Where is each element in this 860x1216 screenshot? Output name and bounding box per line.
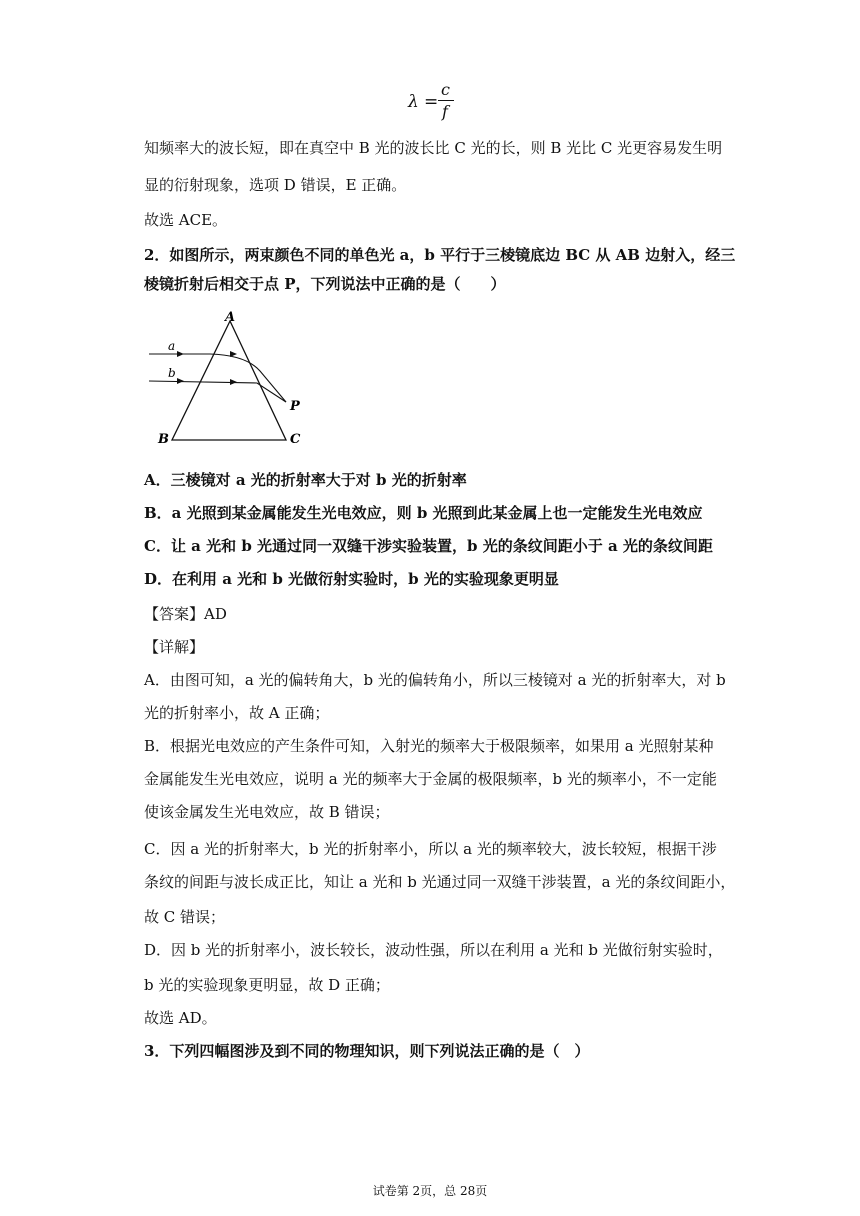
arrow-a2	[230, 351, 237, 357]
detail-label: 【详解】	[144, 638, 205, 656]
formula-lhs: λ	[408, 92, 419, 112]
arrow-b1	[177, 378, 184, 384]
label-b: b	[168, 366, 176, 380]
text-line: 故选 ACE。	[144, 211, 228, 229]
explanation-line: 光的折射率小，故 A 正确；	[144, 704, 330, 722]
option-d: D．在利用 a 光和 b 光做衍射实验时，b 光的实验现象更明显	[144, 570, 559, 588]
explanation-line: 故 C 错误；	[144, 908, 226, 926]
label-C: C	[290, 432, 301, 447]
question-3-stem: 3．下列四幅图涉及到不同的物理知识，则下列说法正确的是（ ）	[144, 1042, 590, 1060]
label-a: a	[168, 339, 176, 353]
label-A: A	[225, 310, 236, 325]
formula-denominator: f	[442, 102, 448, 121]
explanation-line: b 光的实验现象更明显，故 D 正确；	[144, 976, 390, 994]
text-line: 显的衍射现象，选项 D 错误，E 正确。	[144, 176, 407, 194]
arrow-b2	[230, 379, 237, 385]
option-c: C．让 a 光和 b 光通过同一双缝干涉实验装置，b 光的条纹间距小于 a 光的条纹间距	[144, 537, 713, 555]
wavelength-formula	[400, 78, 480, 122]
text-line: 知频率大的波长短，即在真空中 B 光的波长比 C 光的长，则 B 光比 C 光更容易发生明	[144, 139, 723, 157]
explanation-line: 故选 AD。	[144, 1009, 217, 1027]
formula-equals: =	[424, 92, 439, 112]
explanation-line: 金属能发生光电效应，说明 a 光的频率大于金属的极限频率，b 光的频率小，不一定能	[144, 770, 717, 788]
label-P: P	[290, 399, 300, 414]
explanation-line: 条纹的间距与波长成正比，知让 a 光和 b 光通过同一双缝干涉装置，a 光的条纹间距小，	[144, 873, 736, 891]
explanation-line: D．因 b 光的折射率小，波长较长，波动性强，所以在利用 a 光和 b 光做衍射实验时，	[144, 941, 723, 959]
explanation-line: A．由图可知，a 光的偏转角大，b 光的偏转角小，所以三棱镜对 a 光的折射率大，对 b	[144, 671, 726, 689]
page-footer: 试卷第 2页，总 28页	[372, 1184, 488, 1198]
question-2-stem: 棱镜折射后相交于点 P，下列说法中正确的是（ ）	[144, 275, 506, 293]
option-a: A．三棱镜对 a 光的折射率大于对 b 光的折射率	[144, 471, 467, 489]
fraction-bar	[438, 100, 454, 101]
option-b: B．a 光照到某金属能发生光电效应，则 b 光照到此某金属上也一定能发生光电效应	[144, 504, 703, 522]
prism-diagram	[144, 307, 314, 447]
ray-b	[149, 381, 286, 402]
question-2-stem: 2．如图所示，两束颜色不同的单色光 a，b 平行于三棱镜底边 BC 从 AB 边射入，经三	[144, 246, 736, 264]
label-B: B	[158, 432, 169, 447]
explanation-line: 使该金属发生光电效应，故 B 错误；	[144, 803, 390, 821]
explanation-line: C．因 a 光的折射率大，b 光的折射率小，所以 a 光的频率较大，波长较短，根据干涉	[144, 840, 717, 858]
formula-numerator: c	[441, 80, 450, 99]
answer-label: 【答案】AD	[144, 605, 227, 623]
explanation-line: B．根据光电效应的产生条件可知，入射光的频率大于极限频率，如果用 a 光照射某种	[144, 737, 714, 755]
arrow-a1	[177, 351, 184, 357]
prism-outline	[172, 321, 286, 440]
